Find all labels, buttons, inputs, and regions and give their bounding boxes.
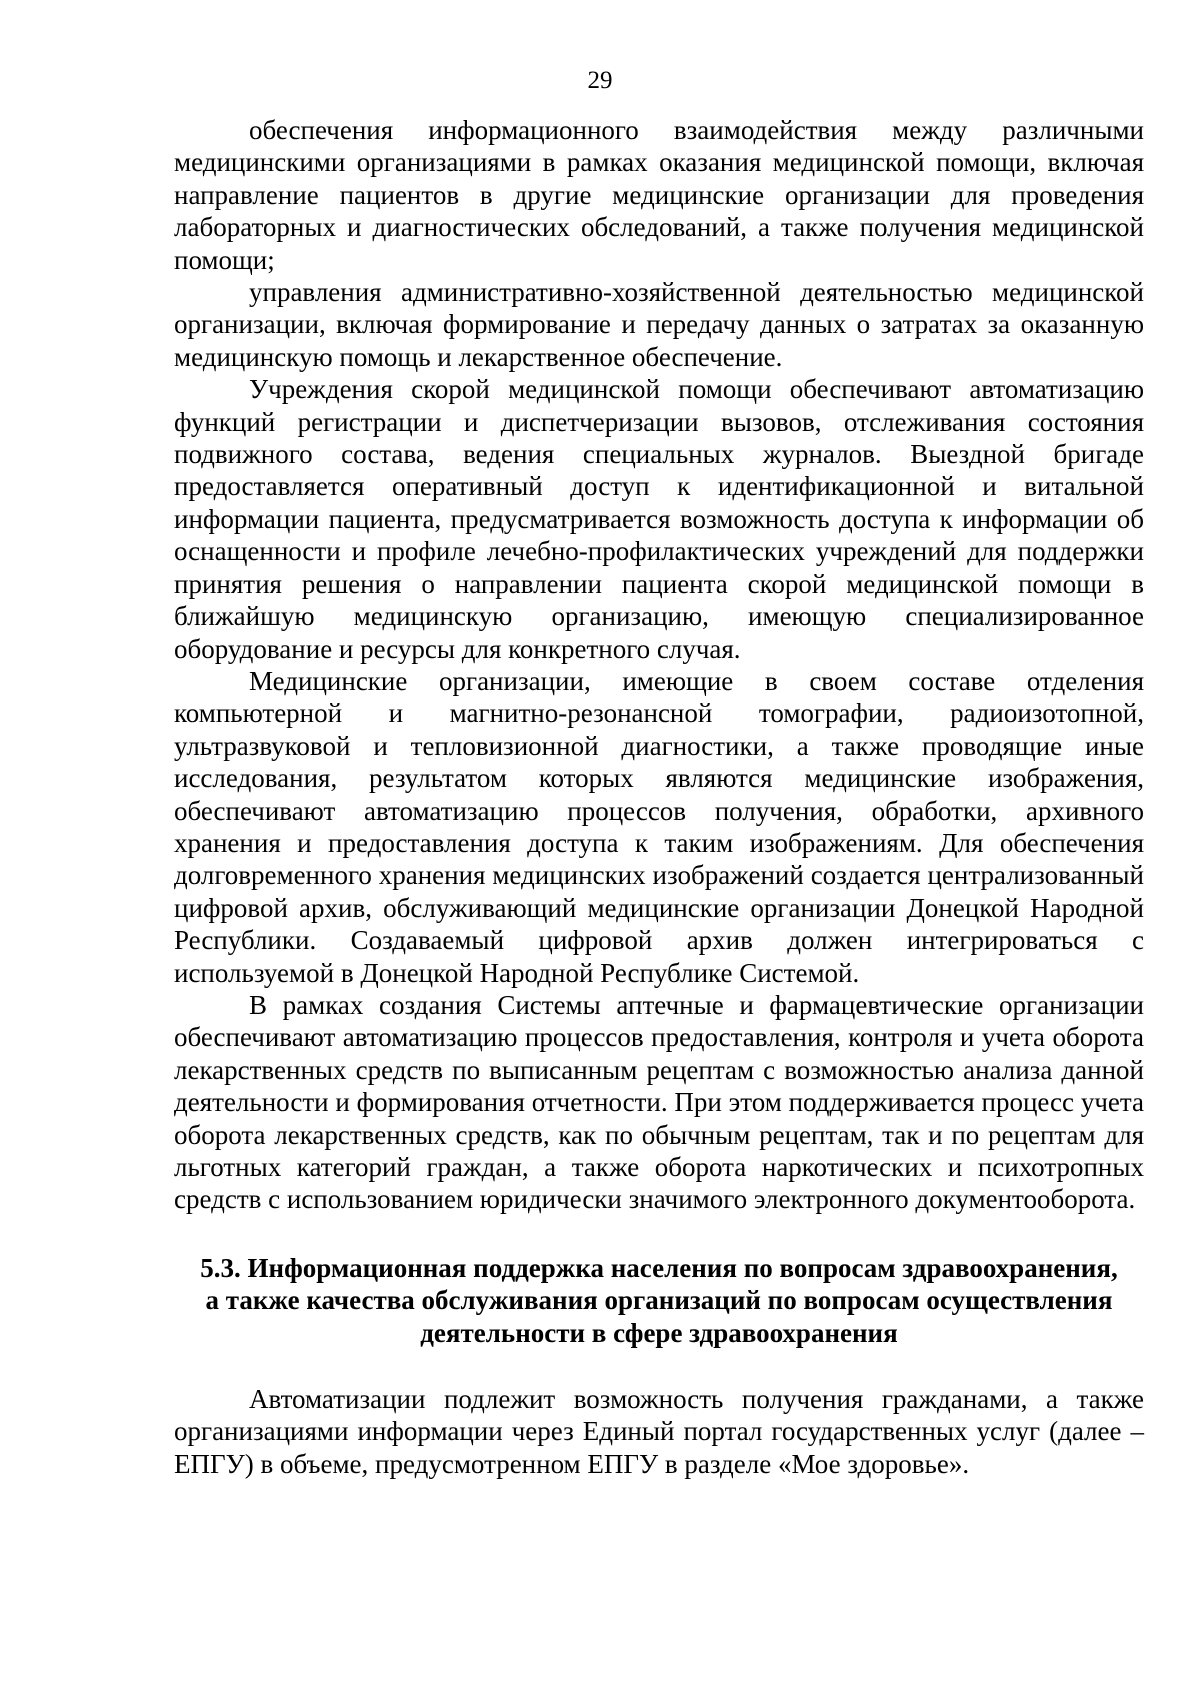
document-body	[174, 114, 1144, 1480]
section-heading	[174, 1252, 1144, 1349]
section-heading-line: а также качества обслуживания организаций по вопросам осуществления	[205, 1285, 1113, 1316]
paragraph-continuation: обеспечения информационного взаимодействия между различными медицинскими организациями в рамках оказания медицинской помощи, включая направление пациентов в другие медицинские организации для проведения лабораторных и диагностических обследований, а также получения медицинской помощи;	[174, 115, 1144, 275]
page-number: 29	[587, 67, 613, 94]
paragraph-epgu: Автоматизации подлежит возможность получения гражданами, а также организациями информации через Единый портал государственных услуг (далее – ЕПГУ) в объеме, предусмотренном ЕПГУ в разделе «Мое здоровье».	[174, 1384, 1144, 1479]
paragraph-ambulance: Учреждения скорой медицинской помощи обеспечивают автоматизацию функций регистрации и диспетчеризации вызовов, отслеживания состояния подвижного состава, ведения специальных журналов. Выездной бригаде предоставляется оперативный доступ к идентификационной и витальной информации пациента, предусматривается возможность доступа к информации об оснащенности и профиле лечебно-профилактических учреждений для поддержки принятия решения о направлении пациента скорой медицинской помощи в ближайшую медицинскую организацию, имеющую специализированное оборудование и ресурсы для конкретного случая.	[174, 374, 1144, 664]
section-heading-line: деятельности в сфере здравоохранения	[420, 1317, 898, 1348]
paragraph-pharmacy: В рамках создания Системы аптечные и фармацевтические организации обеспечивают автоматизацию процессов предоставления, контроля и учета оборота лекарственных средств по выписанным рецептам с возможностью анализа данной деятельности и формирования отчетности. При этом поддерживается процесс учета оборота лекарственных средств, как по обычным рецептам, так и по рецептам для льготных категорий граждан, а также оборота наркотических и психотропных средств с использованием юридически значимого электронного документооборота.	[174, 989, 1144, 1215]
paragraph-management: управления административно-хозяйственной деятельностью медицинской организации, включая формирование и передачу данных о затратах за оказанную медицинскую помощь и лекарственное обеспечение.	[174, 277, 1144, 372]
section-heading-line: 5.3. Информационная поддержка населения по вопросам здравоохранения,	[200, 1252, 1118, 1283]
paragraph-imaging: Медицинские организации, имеющие в своем составе отделения компьютерной и магнитно-резонансной томографии, радиоизотопной, ультразвуковой и тепловизионной диагностики, а также проводящие иные исследования, результатом которых являются медицинские изображения, обеспечивают автоматизацию процессов получения, обработки, архивного хранения и предоставления доступа к таким изображениям. Для обеспечения долговременного хранения медицинских изображений создается централизованный цифровой архив, обслуживающий медицинские организации Донецкой Народной Республики. Создаваемый цифровой архив должен интегрироваться с используемой в Донецкой Народной Республике Системой.	[174, 665, 1144, 988]
